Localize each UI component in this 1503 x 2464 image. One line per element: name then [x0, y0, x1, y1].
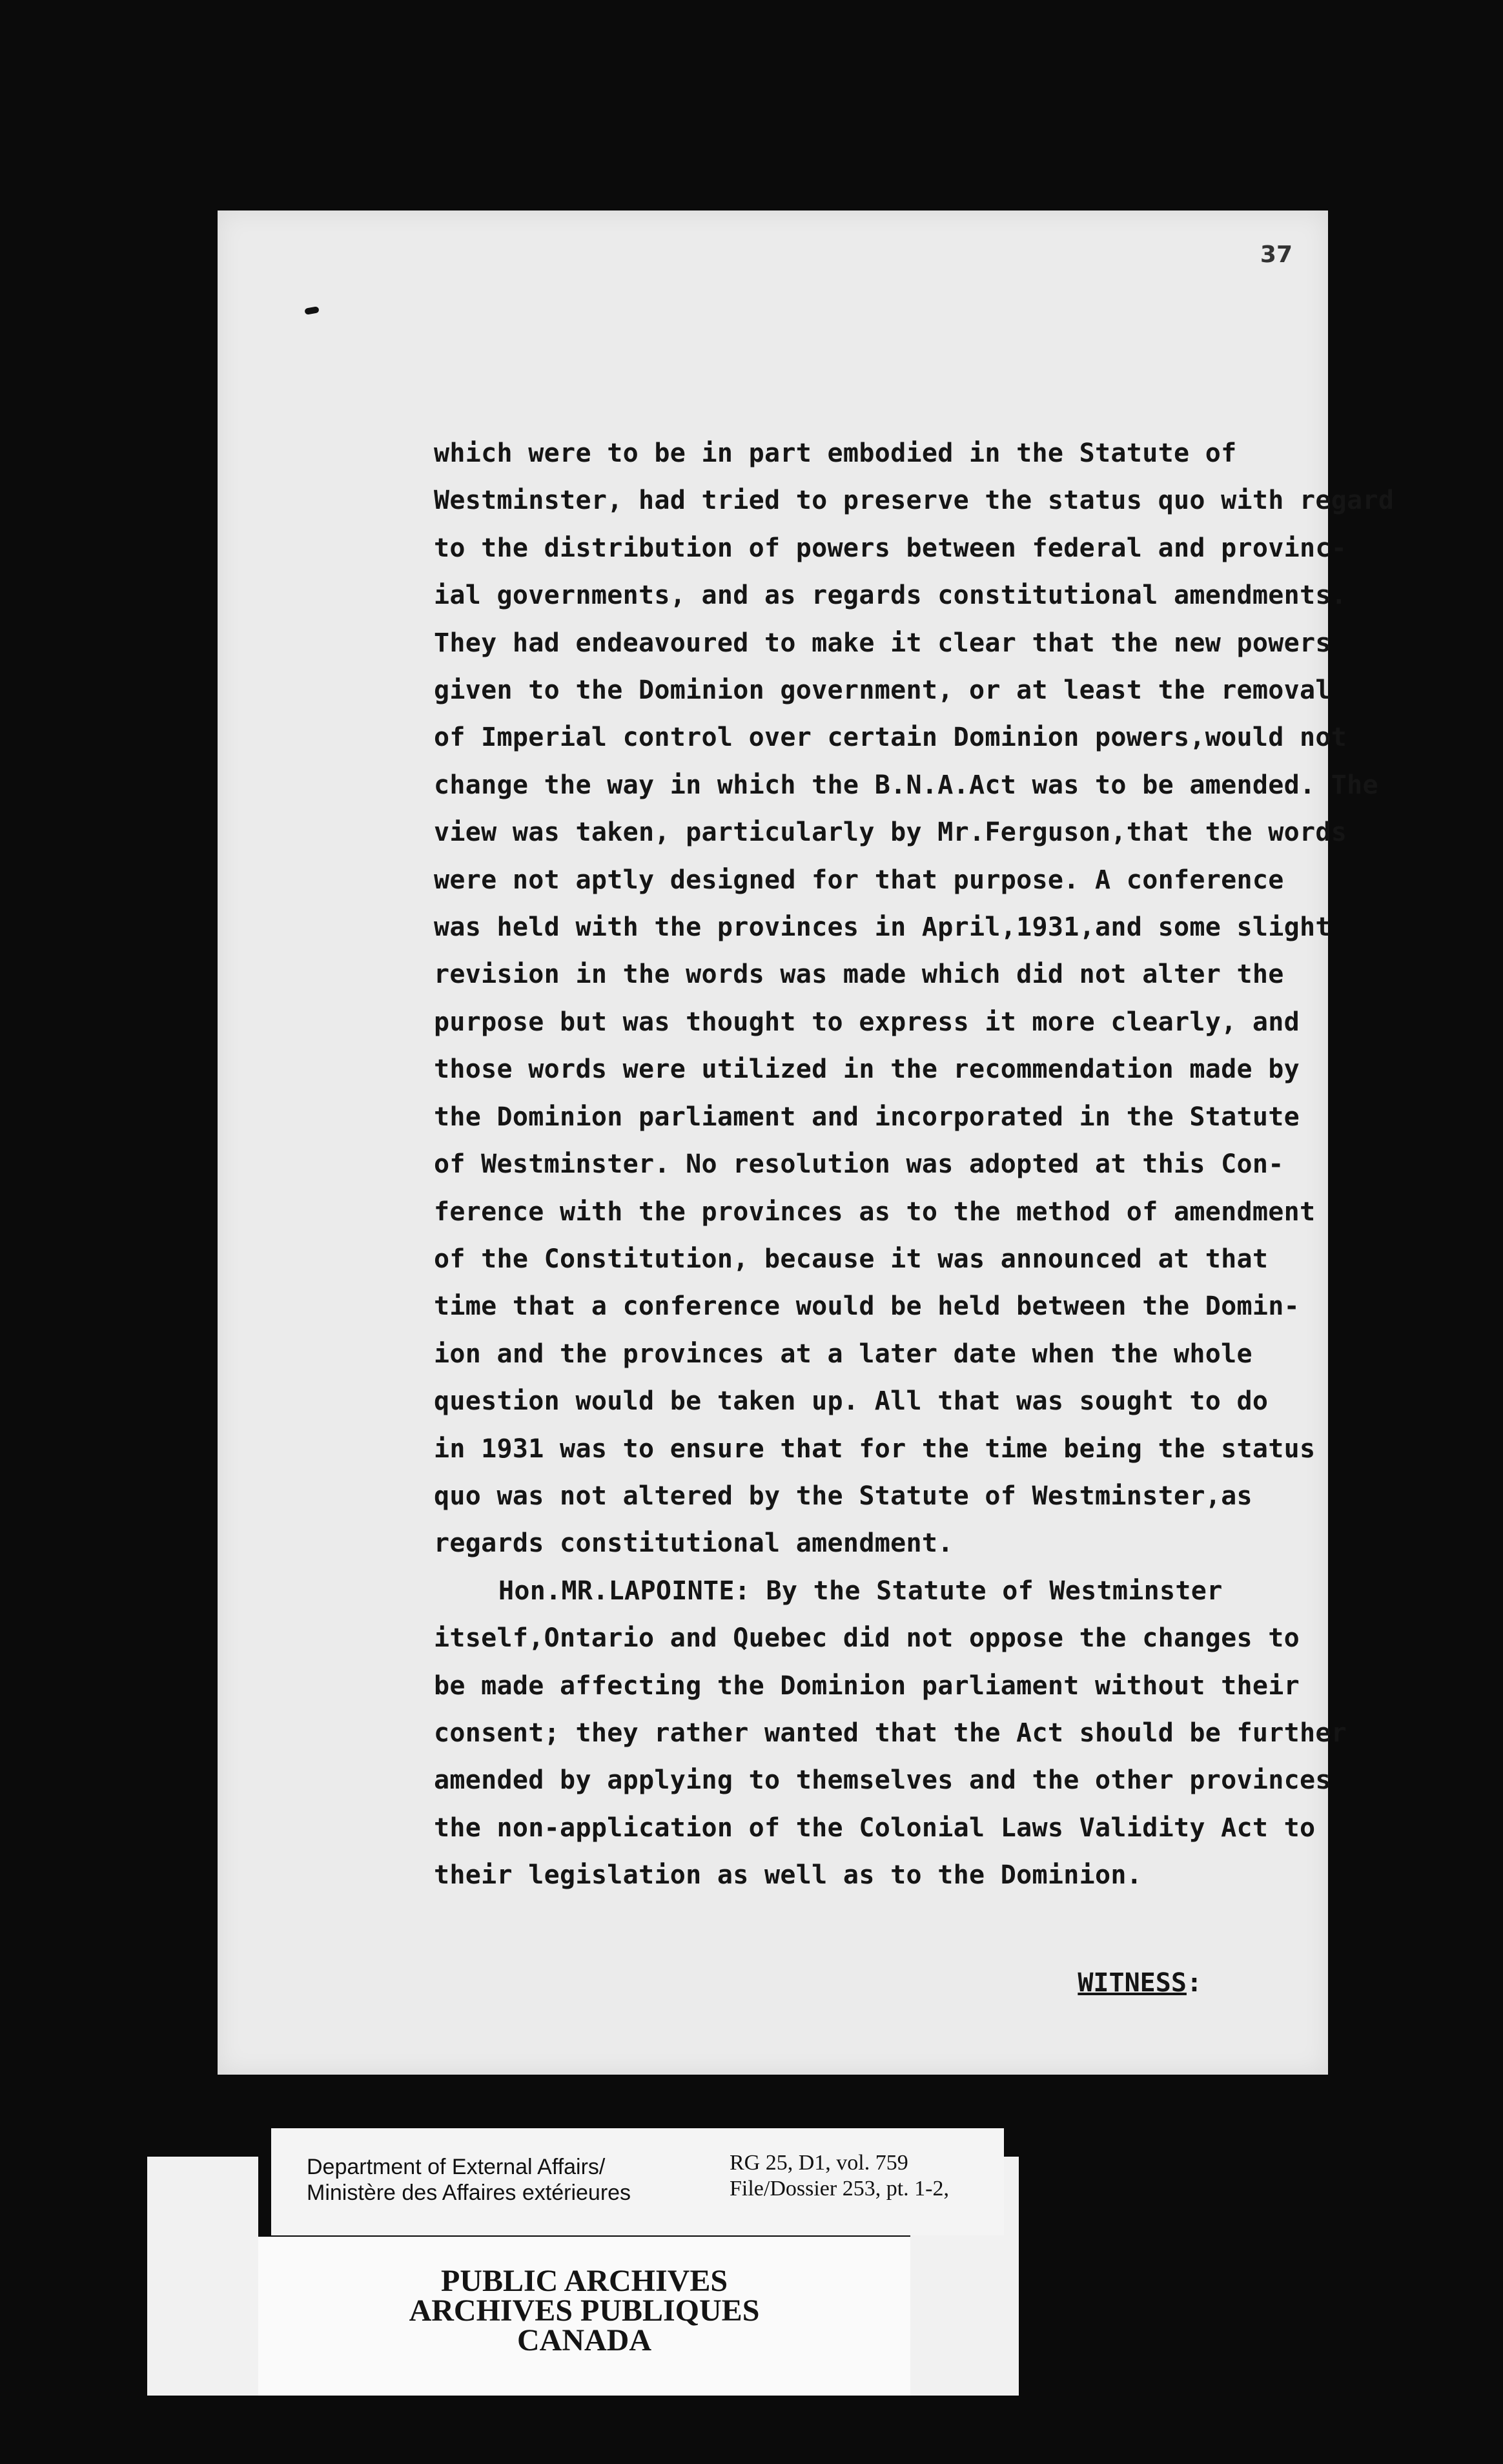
text-line: the Dominion parliament and incorporated in the Statute: [434, 1102, 1300, 1132]
ink-speck: [304, 306, 319, 315]
department-label: [307, 2154, 631, 2206]
text-line: given to the Dominion government, or at least the removal: [434, 675, 1331, 706]
text-line: of Imperial control over certain Dominion powers,would not: [434, 723, 1347, 753]
record-group: RG 25, D1, vol. 759: [730, 2151, 908, 2175]
text-line: Westminster, had tried to preserve the status quo with regard: [434, 486, 1395, 516]
stamp-line-canada: CANADA: [517, 2323, 651, 2357]
text-line: amended by applying to themselves and the other provinces: [434, 1765, 1331, 1796]
text-line: consent; they rather wanted that the Act should be further: [434, 1718, 1347, 1748]
text-line: to the distribution of powers between federal and provinc-: [434, 533, 1347, 563]
stamp-line-public-archives: PUBLIC ARCHIVES: [440, 2264, 728, 2298]
text-line: the non-application of the Colonial Laws Validity Act to: [434, 1812, 1316, 1843]
text-line: of Westminster. No resolution was adopted at this Con-: [434, 1149, 1284, 1180]
text-line: purpose but was thought to express it more clearly, and: [434, 1007, 1300, 1037]
body-text: [434, 430, 1395, 1900]
text-line: quo was not altered by the Statute of Westminster,as: [434, 1481, 1252, 1511]
archive-stamp: [258, 2237, 910, 2396]
text-line: ion and the provinces at a later date when the whole: [434, 1339, 1252, 1369]
department-en: Department of External Affairs/: [307, 2155, 606, 2179]
text-line: itself,Ontario and Quebec did not oppose the changes to: [434, 1623, 1300, 1654]
text-line: change the way in which the B.N.A.Act was to be amended. The: [434, 770, 1378, 800]
text-line: They had endeavoured to make it clear that the new powers: [434, 628, 1331, 658]
file-dossier: File/Dossier 253, pt. 1-2,: [730, 2177, 949, 2201]
text-line: those words were utilized in the recommendation made by: [434, 1054, 1300, 1085]
witness-colon: :: [1186, 1968, 1202, 1998]
department-fr: Ministère des Affaires extérieures: [307, 2181, 631, 2205]
archive-stamp-text: [258, 2266, 910, 2356]
text-line: revision in the words was made which did not alter the: [434, 960, 1284, 990]
stamp-line-archives-publiques: ARCHIVES PUBLIQUES: [409, 2294, 760, 2328]
witness-heading: [1078, 1968, 1202, 1998]
document-page: [218, 210, 1395, 2075]
text-line: be made affecting the Dominion parliament without their: [434, 1670, 1300, 1701]
text-line: time that a conference would be held between the Domin-: [434, 1291, 1300, 1322]
text-line: which were to be in part embodied in the Statute of: [434, 438, 1237, 468]
text-line: Hon.MR.LAPOINTE: By the Statute of Westminster: [498, 1576, 1223, 1606]
text-line: view was taken, particularly by Mr.Ferguson,that the words: [434, 817, 1347, 848]
text-line: was held with the provinces in April,1931,and some slight: [434, 912, 1331, 943]
archive-label: [271, 2128, 1004, 2235]
witness-label: WITNESS: [1078, 1968, 1187, 1998]
text-line: ference with the provinces as to the method of amendment: [434, 1196, 1316, 1227]
text-line: were not aptly designed for that purpose. A conference: [434, 865, 1284, 895]
text-line: ial governments, and as regards constitutional amendments.: [434, 580, 1347, 611]
text-line: regards constitutional amendment.: [434, 1528, 954, 1559]
file-reference: [730, 2150, 949, 2202]
text-line: question would be taken up. All that was sought to do: [434, 1386, 1269, 1417]
text-line: of the Constitution, because it was announced at that: [434, 1244, 1269, 1274]
text-line: their legislation as well as to the Dominion.: [434, 1860, 1143, 1891]
text-line: in 1931 was to ensure that for the time being the status: [434, 1433, 1316, 1464]
page-number: 37: [1260, 241, 1293, 268]
